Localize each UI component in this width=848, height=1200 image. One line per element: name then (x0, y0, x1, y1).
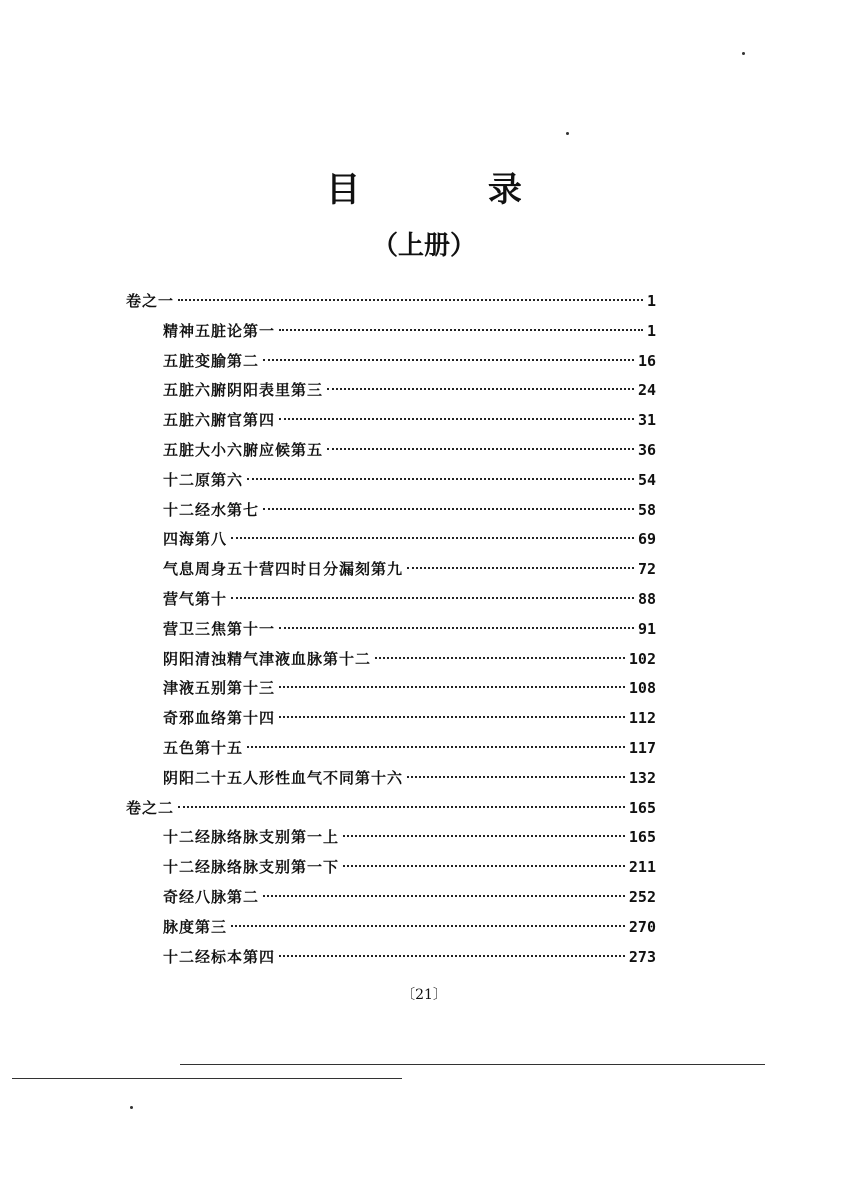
toc-chapter-entry (163, 614, 656, 644)
toc-volume-entry (126, 793, 656, 823)
entry-page-number: 211 (628, 858, 656, 877)
entry-title: 营卫三焦第十一 (163, 619, 276, 638)
entry-title: 卷之一 (126, 292, 175, 310)
dot-leader (407, 567, 634, 569)
entry-page-number: 112 (628, 709, 656, 728)
dot-leader (407, 776, 625, 778)
dot-leader (247, 746, 625, 748)
dot-leader (327, 448, 634, 450)
entry-page-number: 165 (628, 828, 656, 847)
dot-leader (231, 537, 634, 539)
dot-leader (263, 895, 625, 897)
toc-chapter-entry (163, 912, 656, 942)
entry-title: 精神五脏论第一 (163, 321, 276, 340)
dot-leader (279, 716, 625, 718)
entry-title: 五脏六腑官第四 (163, 411, 276, 430)
volume-subtitle: （上册） (371, 231, 476, 261)
entry-title: 十二经脉络脉支别第一下 (163, 858, 340, 877)
entry-page-number: 132 (628, 768, 656, 787)
bottom-rule-left (12, 1078, 402, 1079)
entry-page-number: 270 (628, 917, 656, 936)
dot-leader (231, 925, 625, 927)
scan-speck (742, 52, 745, 55)
entry-title: 阴阳清浊精气津液血脉第十二 (163, 649, 372, 668)
dot-leader (279, 686, 625, 688)
dot-leader (263, 359, 634, 361)
entry-page-number: 273 (628, 947, 656, 966)
entry-title: 五脏六腑阴阳表里第三 (163, 381, 324, 400)
page-title: 目 录 (326, 170, 580, 210)
toc-chapter-entry (163, 882, 656, 912)
entry-title: 脉度第三 (163, 917, 228, 936)
toc-chapter-entry (163, 554, 656, 584)
toc-chapter-entry (163, 405, 656, 435)
dot-leader (178, 806, 625, 808)
dot-leader (279, 329, 643, 331)
toc-chapter-entry (163, 584, 656, 614)
entry-title: 十二经水第七 (163, 500, 260, 519)
toc-chapter-entry (163, 346, 656, 376)
toc-chapter-entry (163, 524, 656, 554)
dot-leader (327, 388, 634, 390)
entry-page-number: 252 (628, 888, 656, 906)
entry-page-number: 16 (637, 351, 656, 370)
entry-title: 五脏变腧第二 (163, 351, 260, 370)
entry-page-number: 1 (646, 321, 656, 340)
entry-page-number: 54 (637, 470, 656, 489)
dot-leader (343, 865, 625, 867)
toc-chapter-entry (163, 942, 656, 972)
entry-title: 气息周身五十营四时日分漏刻第九 (163, 560, 404, 579)
toc-chapter-entry (163, 316, 656, 346)
entry-page-number: 117 (628, 739, 656, 757)
entry-title: 津液五别第十三 (163, 679, 276, 698)
dot-leader (263, 508, 634, 510)
toc-volume-entry (126, 286, 656, 316)
entry-title: 卷之二 (126, 798, 175, 817)
entry-title: 十二原第六 (163, 470, 244, 489)
toc-chapter-entry (163, 375, 656, 405)
toc-chapter-entry (163, 763, 656, 793)
page-number: 〔21〕 (401, 987, 447, 1003)
entry-page-number: 91 (637, 619, 656, 638)
toc-chapter-entry (163, 673, 656, 703)
dot-leader (343, 835, 625, 837)
entry-title: 奇经八脉第二 (163, 888, 260, 906)
dot-leader (178, 299, 643, 301)
scan-speck (566, 132, 569, 135)
entry-page-number: 69 (637, 530, 656, 549)
dot-leader (231, 597, 634, 599)
toc-chapter-entry (163, 733, 656, 763)
entry-title: 阴阳二十五人形性血气不同第十六 (163, 768, 404, 787)
entry-page-number: 31 (637, 411, 656, 430)
dot-leader (375, 657, 625, 659)
dot-leader (247, 478, 634, 480)
entry-page-number: 72 (637, 560, 656, 579)
entry-title: 五色第十五 (163, 739, 244, 757)
toc-chapter-entry (163, 852, 656, 882)
entry-title: 十二经标本第四 (163, 947, 276, 966)
entry-page-number: 165 (628, 798, 656, 817)
entry-page-number: 88 (637, 590, 656, 608)
toc-chapter-entry (163, 822, 656, 852)
toc-chapter-entry (163, 644, 656, 674)
scan-speck (130, 1106, 133, 1109)
bottom-rule (180, 1064, 765, 1065)
entry-title: 营气第十 (163, 590, 228, 608)
entry-page-number: 102 (628, 649, 656, 668)
entry-title: 奇邪血络第十四 (163, 709, 276, 728)
toc-chapter-entry (163, 703, 656, 733)
dot-leader (279, 627, 634, 629)
dot-leader (279, 955, 625, 957)
entry-page-number: 1 (646, 292, 656, 310)
entry-title: 十二经脉络脉支别第一上 (163, 828, 340, 847)
entry-title: 四海第八 (163, 530, 228, 549)
entry-title: 五脏大小六腑应候第五 (163, 441, 324, 459)
entry-page-number: 58 (637, 500, 656, 519)
toc-chapter-entry (163, 465, 656, 495)
entry-page-number: 24 (637, 381, 656, 400)
dot-leader (279, 418, 634, 420)
toc-chapter-entry (163, 495, 656, 525)
entry-page-number: 108 (628, 679, 656, 698)
entry-page-number: 36 (637, 441, 656, 459)
toc-chapter-entry (163, 435, 656, 465)
